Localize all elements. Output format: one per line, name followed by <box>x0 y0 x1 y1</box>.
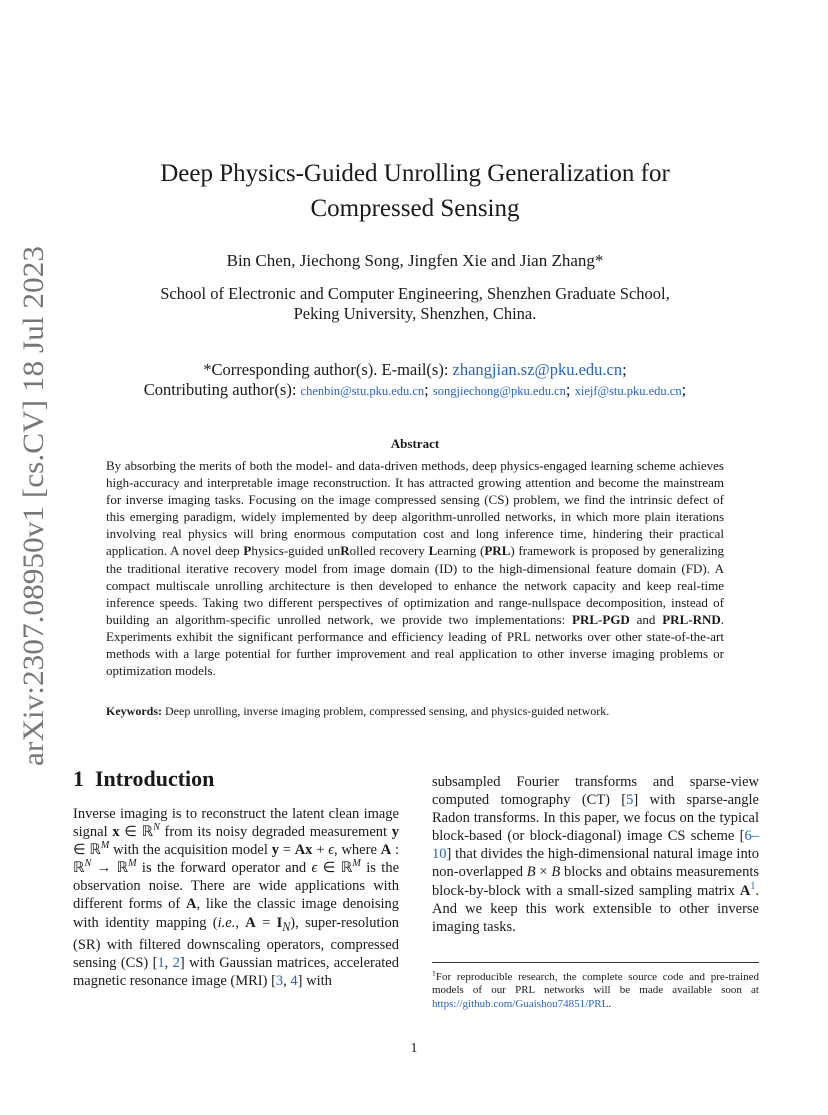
citation-link[interactable]: 4 <box>290 972 298 989</box>
section-title: Introduction <box>95 766 215 791</box>
affiliation-line-1: School of Electronic and Computer Engineering, Shenzhen Graduate School, <box>160 284 670 303</box>
abstract-text: hysics-guided un <box>251 543 341 559</box>
footnote-text: For reproducible research, the complete source code and pre-trained models of our PRL networks will be made available soon at <box>432 971 759 997</box>
correspondence <box>60 360 770 401</box>
keywords <box>106 704 724 719</box>
arxiv-stamp <box>10 246 50 766</box>
contrib-email-link[interactable]: xiejf@stu.pku.edu.cn <box>574 384 682 398</box>
section-number: 1 <box>73 766 84 791</box>
citation-link[interactable]: 5 <box>626 792 634 809</box>
paper-title <box>110 156 720 226</box>
affiliation <box>100 284 730 324</box>
contributing-line: Contributing author(s): chenbin@stu.pku.edu.cn; songjiechong@pku.edu.cn; xiejf@stu.pku.edu.cn; <box>143 380 687 399</box>
footnote-end: . <box>608 997 612 1010</box>
abstract-bold-letter: L <box>428 543 438 559</box>
citation-link[interactable]: 6–10 <box>432 828 759 863</box>
citation-link[interactable]: 2 <box>172 954 180 971</box>
footnote-mark: 1 <box>432 968 436 978</box>
corresponding-line: *Corresponding author(s). E-mail(s): zhangjian.sz@pku.edu.cn; <box>203 360 627 379</box>
footnote-url-link[interactable]: https://github.com/Guaishou74851/PRL <box>432 997 609 1010</box>
affiliation-line-2: Peking University, Shenzhen, China. <box>293 304 537 323</box>
abstract-text: earning ( <box>437 543 485 559</box>
contrib-email-link[interactable]: songjiechong@pku.edu.cn <box>432 384 566 398</box>
keywords-label: Keywords: <box>106 704 162 718</box>
page-number: 1 <box>410 1041 418 1056</box>
corresponding-label: *Corresponding author(s). E-mail(s): <box>203 360 453 379</box>
abstract-prl-acronym: PRL <box>484 543 511 559</box>
title-line-1: Deep Physics-Guided Unrolling Generalization for <box>160 160 670 187</box>
citation-link[interactable]: 3 <box>275 972 284 989</box>
abstract-text: and <box>629 611 663 627</box>
footnote-ref-link[interactable]: 1 <box>750 880 756 892</box>
arxiv-stamp-svg <box>10 246 50 766</box>
abstract-text: . Experiments exhibit the significant performance and efficiency leading of PRL networks over other state-of-the-art methods with a large potential for further improvement and real application to other inverse imaging problems or optimization models. <box>106 611 724 679</box>
title-line-2: Compressed Sensing <box>310 195 520 222</box>
abstract-impl-name: PRL-RND <box>662 611 721 627</box>
arxiv-id: arXiv:2307.08950v1 [cs.CV] 18 Jul 2023 <box>17 267 50 766</box>
contrib-email-link[interactable]: chenbin@stu.pku.edu.cn <box>300 384 425 398</box>
section-heading <box>73 766 214 792</box>
abstract-text: olled recovery <box>349 543 429 559</box>
intro-paragraph-right: subsampled Fourier transforms and sparse-view computed tomography (CT) [5] with sparse-angle Radon transforms. In this paper, we focus on the typical block-based (or block-diagonal) image CS scheme [6–10] that divides the high-dimensional natural image into non-overlapped B × B blocks and obtains measurements block-by-block with a small-sized sampling matrix $A^1$. And we keep this work extensible to other inverse imaging tasks. <box>432 774 759 935</box>
intro-paragraph-left: Inverse imaging is to reconstruct the latent clean image signal x ∈ ℝ$^N$ from its noisy degraded measurement y ∈ ℝ$^M$ with the acquisition model y = Ax + ϵ, where A : ℝ$^N$ → ℝ$^M$ is the forward operator and ϵ ∈ ℝ$^M$ is the observation noise. There are wide applications with different forms of A, like the classic image denoising with identity mapping (i.e., $A = I_N$), super-resolution (SR) with filtered downscaling operators, compressed sensing (CS) [1, 2] with Gaussian matrices, accelerated magnetic resonance image (MRI) [3, 4] with <box>73 806 400 989</box>
citation-link[interactable]: 1 <box>157 954 165 971</box>
abstract-bold-letter: R <box>340 543 350 559</box>
contributing-label: Contributing author(s): <box>143 380 301 399</box>
footnote-rule <box>432 962 759 963</box>
authors: Bin Chen, Jiechong Song, Jingfen Xie and Jian Zhang* <box>226 251 604 270</box>
abstract-body <box>106 457 724 679</box>
keywords-text: Deep unrolling, inverse imaging problem, compressed sensing, and physics-guided network. <box>162 704 610 718</box>
corresponding-email-link[interactable]: zhangjian.sz@pku.edu.cn <box>452 360 623 379</box>
abstract-bold-letter: P <box>243 543 252 559</box>
abstract-text: ) framework is proposed by generalizing the traditional iterative recovery model from image domain (ID) to the high-dimensional feature domain (FD). A compact multiscale unrolling architecture is then developed to enhance the network capacity and keep real-time inference speeds. Taking two different perspectives of optimization and range-nullspace decomposition, instead of building an algorithm-specific unrolled network, we provide two implementations: <box>106 543 725 627</box>
abstract-impl-name: PRL-PGD <box>572 611 630 627</box>
abstract-heading: Abstract <box>390 436 440 451</box>
abstract-text: By absorbing the merits of both the model- and data-driven methods, deep physics-engaged learning scheme achieves high-accuracy and interpretable image reconstruction. It has attracted growing attention and become the mainstream for inverse imaging tasks. Focusing on the image compressed sensing (CS) problem, we find the intrinsic defect of this emerging paradigm, widely implemented by deep algorithm-unrolled networks, in which more plain iterations involving real physics will bring enormous computation cost and long inference time, hindering their practical application. A novel deep <box>106 458 724 559</box>
footnote <box>432 968 759 1011</box>
